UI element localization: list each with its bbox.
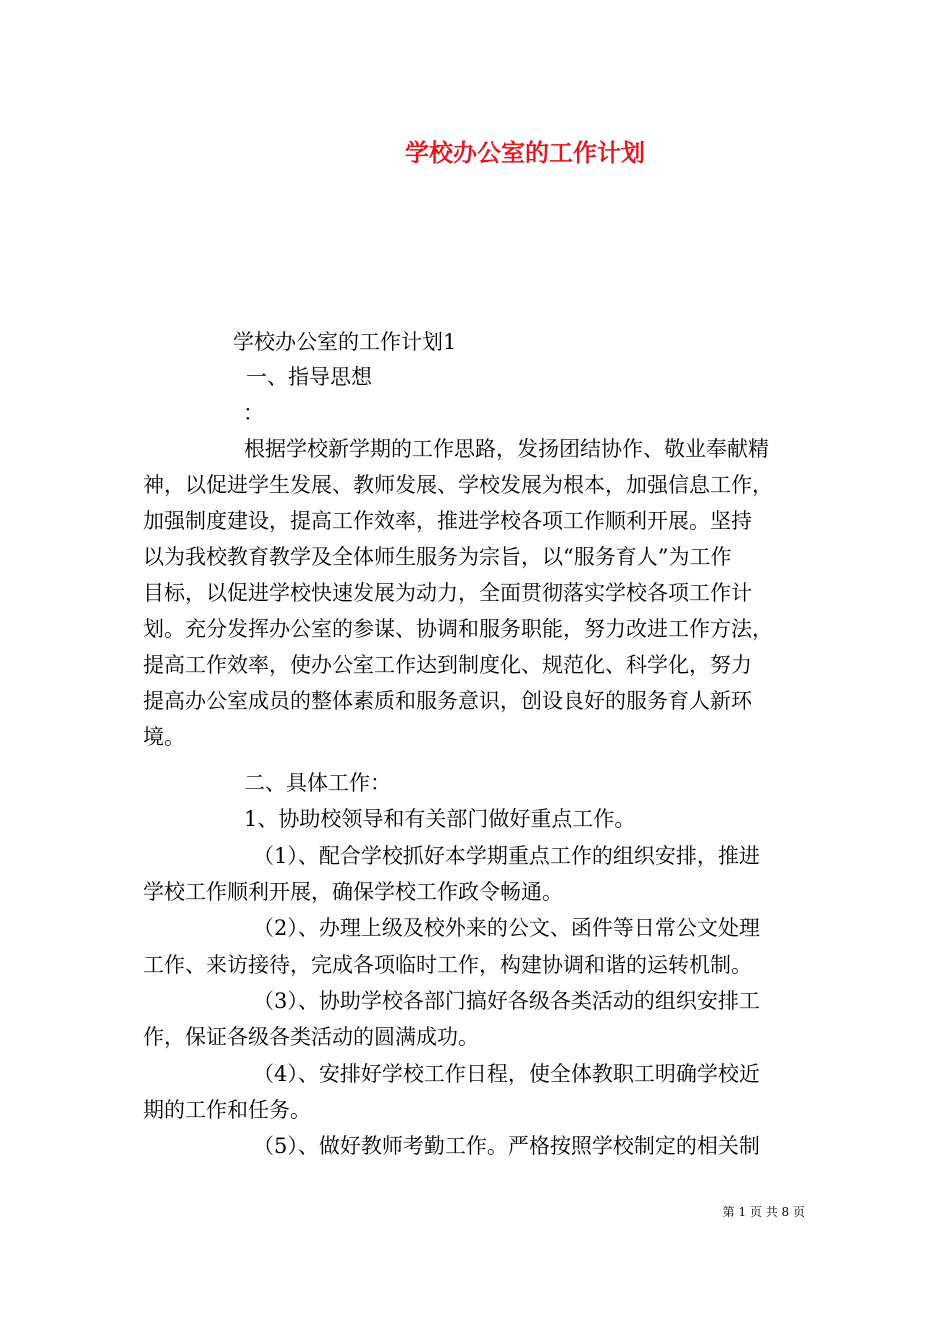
paragraph-line: （3）、协助学校各部门搞好各级各类活动的组织安排工: [253, 989, 760, 1013]
paragraph-line: （2）、办理上级及校外来的公文、函件等日常公文处理: [253, 916, 760, 940]
paragraph-line: 根据学校新学期的工作思路，发扬团结协作、敬业奉献精: [244, 437, 769, 461]
paragraph-line: 期的工作和任务。: [143, 1098, 311, 1122]
paragraph-line: 神，以促进学生发展、教师发展、学校发展为根本，加强信息工作，: [143, 473, 773, 497]
paragraph-line: 提高工作效率，使办公室工作达到制度化、规范化、科学化，努力: [143, 653, 752, 677]
paragraph-line: 划。充分发挥办公室的参谋、协调和服务职能，努力改进工作方法，: [143, 617, 773, 641]
paragraph-line: 提高办公室成员的整体素质和服务意识，创设良好的服务育人新环: [143, 689, 752, 713]
page-number-footer: 第 1 页 共 8 页: [722, 1205, 805, 1219]
paragraph-line: （4）、安排好学校工作日程，使全体教职工明确学校近: [253, 1062, 760, 1086]
paragraph-line: （1）、配合学校抓好本学期重点工作的组织安排，推进: [253, 844, 760, 868]
paragraph-line: 作，保证各级各类活动的圆满成功。: [143, 1025, 479, 1049]
paragraph-line: 1、协助校领导和有关部门做好重点工作。: [244, 807, 636, 831]
paragraph-line: （5）、做好教师考勤工作。严格按照学校制定的相关制: [253, 1134, 760, 1158]
paragraph-line: 工作、来访接待，完成各项临时工作，构建协调和谐的运转机制。: [143, 953, 752, 977]
section-heading: 二、具体工作：: [244, 771, 391, 795]
document-title: 学校办公室的工作计划: [405, 139, 645, 167]
paragraph-line: 境。: [143, 725, 185, 749]
paragraph-line: 学校工作顺利开展，确保学校工作政令畅通。: [143, 880, 563, 904]
section-heading: 学校办公室的工作计划1: [233, 330, 457, 354]
paragraph-line: 目标，以促进学校快速发展为动力，全面贯彻落实学校各项工作计: [143, 581, 752, 605]
paragraph-line: 以为我校教育教学及全体师生服务为宗旨，以“服务育人”为工作: [143, 545, 732, 569]
paragraph-line: ：: [243, 401, 264, 425]
section-heading: 一、指导思想: [246, 365, 372, 389]
paragraph-line: 加强制度建设，提高工作效率，推进学校各项工作顺利开展。坚持: [143, 509, 752, 533]
